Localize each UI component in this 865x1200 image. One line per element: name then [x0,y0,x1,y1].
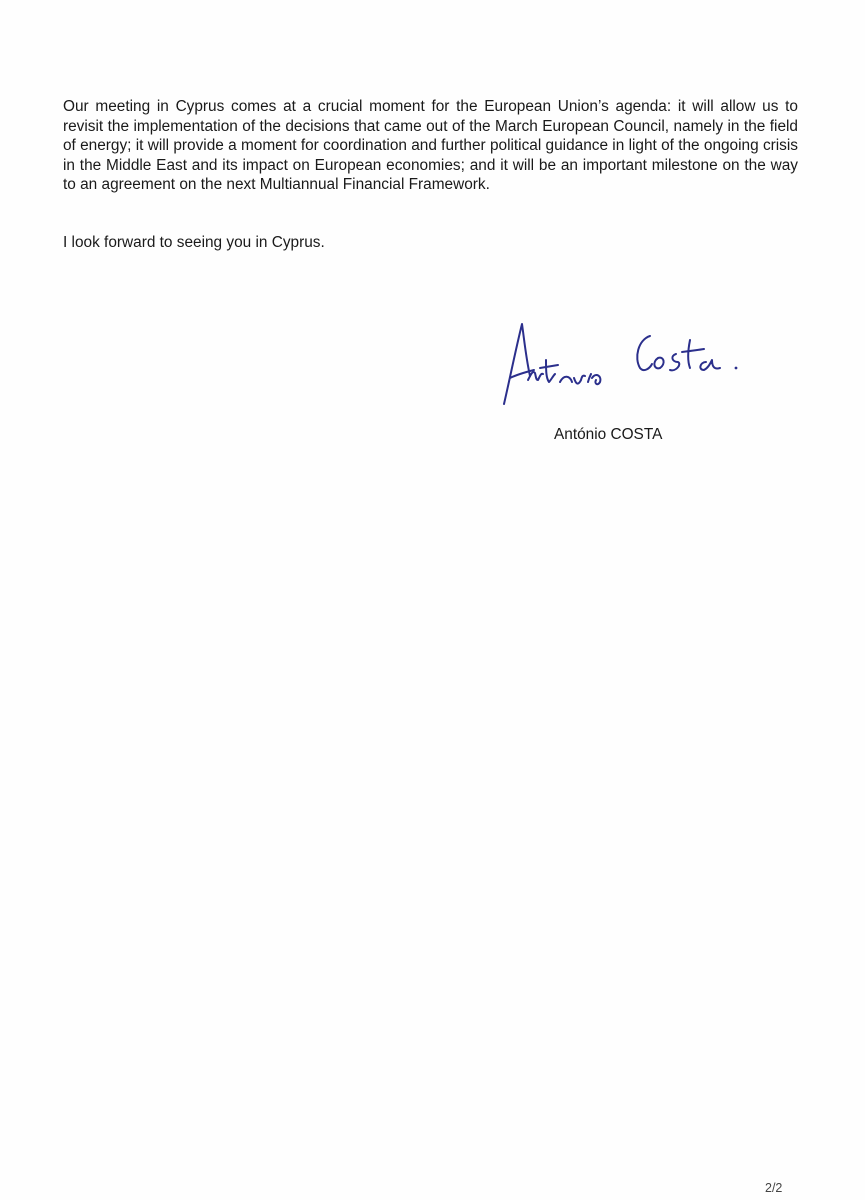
signer-name: António COSTA [554,426,663,443]
page-number: 2/2 [765,1181,783,1195]
body-paragraph-closing: I look forward to seeing you in Cyprus. [63,234,325,251]
handwritten-signature [500,318,750,410]
body-paragraph-meeting: Our meeting in Cyprus comes at a crucial moment for the European Union’s agenda: it will allow us to revisit the implementation of the decisions that came out of the March European Council, namely in the field of energy; it will provide a moment for coordination and further political guidance in light of the ongoing crisis in the Middle East and its impact on European economies; and it will be an important milestone on the way to an agreement on the next Multiannual Financial Framework. [63,98,798,194]
